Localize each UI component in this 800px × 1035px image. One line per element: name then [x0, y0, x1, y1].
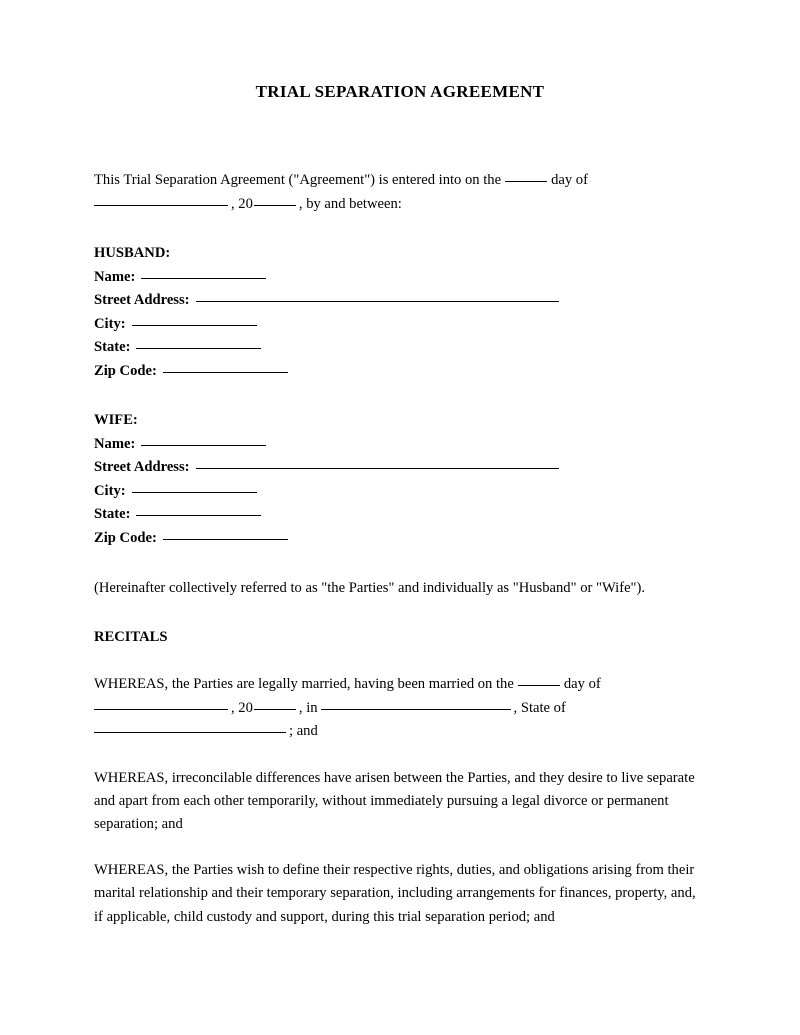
whereas-1-line-1 [94, 673, 706, 697]
whereas-1-line-3 [94, 720, 706, 744]
husband-street-input[interactable] [196, 301, 559, 302]
wife-street-input[interactable] [196, 468, 559, 469]
wife-heading: WIFE: [94, 412, 138, 428]
wife-zip-label: Zip Code: [94, 529, 157, 546]
wife-city-label: City: [94, 482, 126, 499]
intro-text-year-prefix: , 20 [231, 195, 253, 212]
marriage-year-blank-input[interactable] [254, 709, 296, 710]
wife-state-input[interactable] [136, 515, 261, 516]
husband-city-label: City: [94, 315, 126, 332]
husband-state-label: State: [94, 339, 131, 355]
wife-city-row [94, 480, 706, 504]
wife-zip-input[interactable] [163, 539, 288, 540]
husband-name-input[interactable] [141, 278, 266, 279]
husband-zip-input[interactable] [163, 372, 288, 373]
marriage-day-blank-input[interactable] [518, 685, 560, 686]
wife-zip-row [94, 527, 706, 551]
whereas-1-text-year-prefix: , 20 [231, 699, 253, 716]
wife-name-row [94, 433, 706, 457]
wife-state-row [94, 503, 706, 527]
wife-name-label: Name: [94, 435, 136, 452]
whereas-1-text-state-of: , State of [513, 699, 566, 716]
intro-paragraph [94, 169, 706, 216]
husband-street-label: Street Address: [94, 292, 190, 308]
whereas-1-text-day-of: day of [563, 676, 601, 692]
husband-name-row [94, 266, 706, 290]
wife-name-input[interactable] [141, 445, 266, 446]
whereas-1-line-2 [94, 697, 706, 721]
husband-state-input[interactable] [136, 348, 261, 349]
recitals-heading: RECITALS [94, 628, 168, 645]
wife-street-label: Street Address: [94, 459, 190, 475]
husband-zip-row [94, 360, 706, 384]
day-blank-input[interactable] [505, 181, 547, 182]
intro-text-day-of: day of [551, 172, 588, 188]
whereas-1-text-before-day-blank: WHEREAS, the Parties are legally married, having been married on the [94, 676, 514, 692]
wife-state-label: State: [94, 506, 131, 522]
wife-city-input[interactable] [132, 492, 257, 493]
husband-city-input[interactable] [132, 325, 257, 326]
whereas-clause-3: WHEREAS, the Parties wish to define their respective rights, duties, and obligations arising from their marital relationship and their temporary separation, including arrangements for finances, property, and, if applicable, child custody and support, during this trial separation period; and [94, 862, 696, 925]
husband-state-row [94, 336, 706, 360]
husband-zip-label: Zip Code: [94, 362, 157, 379]
whereas-1-text-and: ; and [289, 723, 318, 739]
intro-line-2 [94, 193, 706, 217]
marriage-state-blank-input[interactable] [94, 732, 286, 733]
husband-city-row [94, 313, 706, 337]
wife-section [94, 409, 706, 550]
intro-text-before-day-blank: This Trial Separation Agreement ("Agreement") is entered into on the [94, 172, 502, 188]
month-blank-input[interactable] [94, 205, 228, 206]
whereas-1-text-in: , in [298, 699, 318, 716]
wife-street-row [94, 456, 706, 480]
whereas-clause-1 [94, 673, 706, 744]
husband-street-row [94, 289, 706, 313]
marriage-month-blank-input[interactable] [94, 709, 228, 710]
intro-text-by-and-between: , by and between: [298, 195, 402, 212]
whereas-clause-2: WHEREAS, irreconcilable differences have arisen between the Parties, and they desire to live separate and apart from each other temporarily, without immediately pursuing a legal divorce or permanent separation; and [94, 769, 695, 832]
marriage-city-blank-input[interactable] [321, 709, 511, 710]
page-title: TRIAL SEPARATION AGREEMENT [255, 82, 545, 101]
husband-section [94, 242, 706, 383]
hereinafter-clause: (Hereinafter collectively referred to as "the Parties" and individually as "Husband" or "Wife"). [94, 580, 646, 596]
husband-name-label: Name: [94, 268, 136, 285]
year-blank-input[interactable] [254, 205, 296, 206]
husband-heading: HUSBAND: [94, 245, 171, 261]
intro-line-1 [94, 169, 706, 193]
